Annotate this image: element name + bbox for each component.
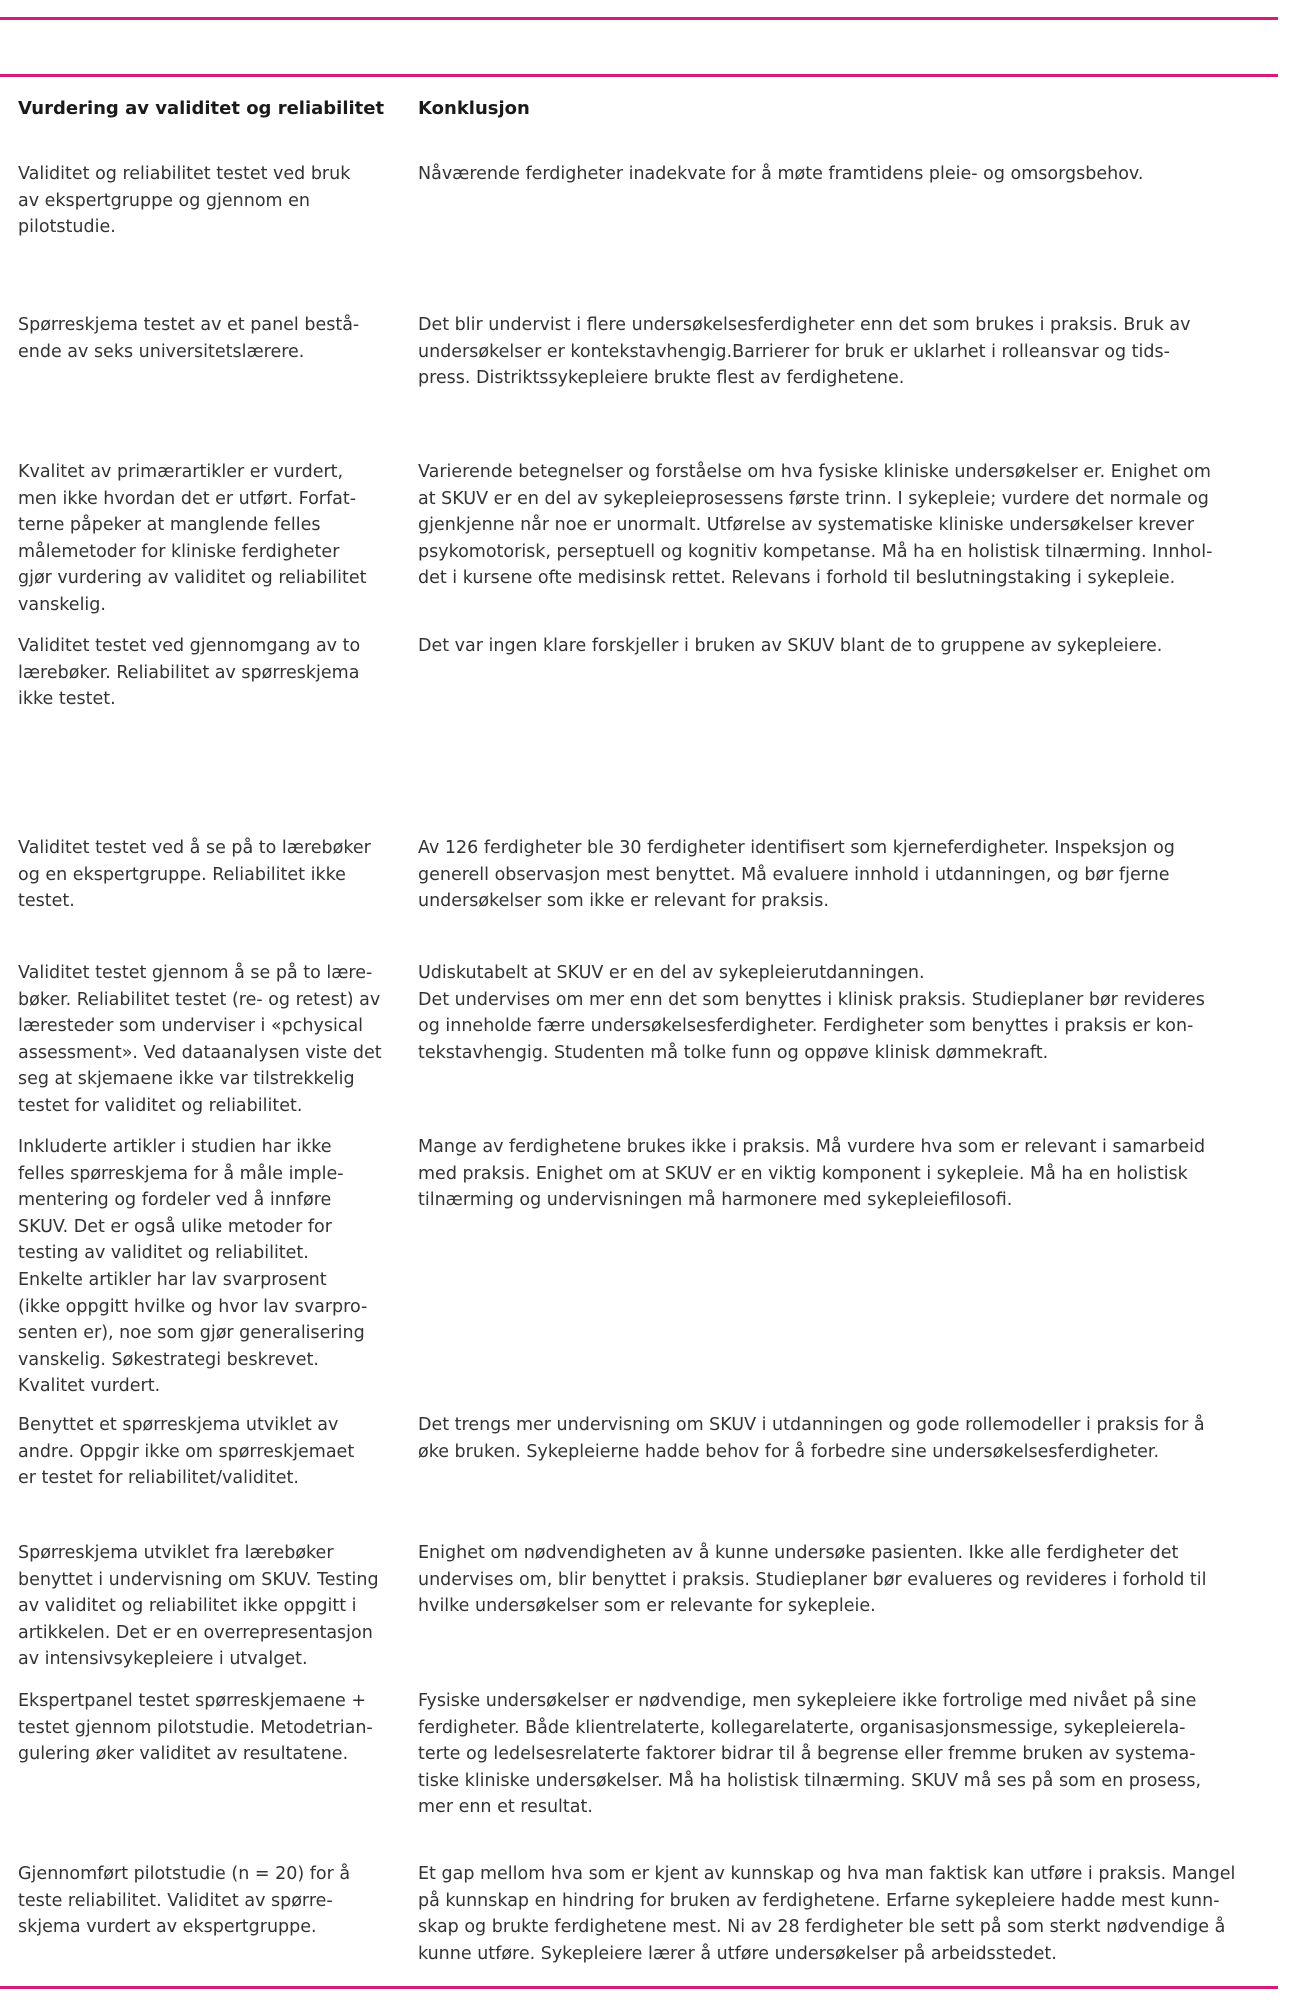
header-rule bbox=[0, 74, 1278, 77]
table-cell-validity: Spørreskjema utviklet fra lærebøker benyttet i undervisning om SKUV. Testing av validitet og reliabilitet ikke oppgitt i artikkelen. Det er en overrepresentasjon av intensivsykepleiere i utvalget. bbox=[18, 1543, 379, 1670]
table-cell-conclusion: Enighet om nødvendigheten av å kunne undersøke pasienten. Ikke alle ferdigheter det undervises om, blir benyttet i praksis. Studieplaner bør evalueres og revideres i forhold til hvilke undersøkelser som er relevante for sykepleie. bbox=[418, 1543, 1207, 1617]
table-cell-conclusion: Det trengs mer undervisning om SKUV i utdanningen og gode rollemodeller i praksis for å øke bruken. Sykepleierne hadde behov for å forbedre sine undersøkelsesferdigheter. bbox=[418, 1415, 1205, 1462]
table-cell-validity: Validitet testet gjennom å se på to lære- bøker. Reliabilitet testet (re- og retest) av læresteder som underviser i «pchysical assessment». Ved dataanalysen viste det seg at skjemaene ikke var tilstrekkelig testet for validitet og reliabilitet. bbox=[18, 963, 382, 1116]
column-header-validity: Vurdering av validitet og reliabilitet bbox=[18, 98, 385, 119]
table-cell-validity: Inkluderte artikler i studien har ikke felles spørreskjema for å måle imple- mentering og fordeler ved å innføre SKUV. Det er også ulike metoder for testing av validitet og reliabilitet. Enkelte artikler har lav svarprosent (ikke oppgitt hvilke og hvor lav svarpro- senten er), noe som gjør generalisering vanskelig. Søkestrategi beskrevet. Kvalitet vurdert. bbox=[18, 1137, 368, 1397]
table-cell-conclusion: Mange av ferdighetene brukes ikke i praksis. Må vurdere hva som er relevant i samarbeid med praksis. Enighet om at SKUV er en viktig komponent i sykepleie. Må ha en holistisk tilnærming og undervisningen må harmonere med sykepleiefilosofi. bbox=[418, 1137, 1206, 1211]
top-rule bbox=[0, 17, 1278, 20]
table-cell-validity: Gjennomført pilotstudie (n = 20) for å teste reliabilitet. Validitet av spørre- skjema vurdert av ekspertgruppe. bbox=[18, 1864, 351, 1938]
table-cell-validity: Validitet testet ved gjennomgang av to lærebøker. Reliabilitet av spørreskjema ikke testet. bbox=[18, 636, 361, 710]
table-cell-conclusion: Det blir undervist i flere undersøkelsesferdigheter enn det som brukes i praksis. Bruk av undersøkelser er kontekstavhengig.Barrierer for bruk er uklarhet i rolleansvar og tids- press. Distriktssykepleiere brukte flest av ferdighetene. bbox=[418, 315, 1191, 389]
table-cell-validity: Validitet og reliabilitet testet ved bruk av ekspertgruppe og gjennom en pilotstudie. bbox=[18, 164, 351, 238]
column-header-conclusion: Konklusjon bbox=[418, 98, 530, 119]
table-cell-conclusion: Fysiske undersøkelser er nødvendige, men sykepleiere ikke fortrolige med nivået på sine ferdigheter. Både klientrelaterte, kollegarelaterte, organisasjonsmessige, sykepleierela- terte og ledelsesrelaterte faktorer bidrar til å begrense eller fremme bruken av systema- tiske kliniske undersøkelser. Må ha holistisk tilnærming. SKUV må ses på som en prosess, mer enn et resultat. bbox=[418, 1691, 1202, 1818]
table-cell-conclusion: Varierende betegnelser og forståelse om hva fysiske kliniske undersøkelser er. Enighet om at SKUV er en del av sykepleieprosessens første trinn. I sykepleie; vurdere det normale og gjenkjenne når noe er unormalt. Utførelse av systematiske kliniske undersøkelser krever psykomotorisk, perseptuell og kognitiv kompetanse. Må ha en holistisk tilnærming. Innhol- det i kursene ofte medisinsk rettet. Relevans i forhold til beslutningstaking i sykepleie. bbox=[418, 462, 1213, 589]
table-cell-conclusion: Nåværende ferdigheter inadekvate for å møte framtidens pleie- og omsorgsbehov. bbox=[418, 164, 1144, 184]
table-cell-conclusion: Det var ingen klare forskjeller i bruken av SKUV blant de to gruppene av sykepleiere. bbox=[418, 636, 1163, 656]
table-cell-conclusion: Udiskutabelt at SKUV er en del av sykepleierutdanningen. Det undervises om mer enn det som benyttes i klinisk praksis. Studieplaner bør revideres og inneholde færre undersøkelsesferdigheter. Ferdigheter som benyttes i praksis er kon- tekstavhengig. Studenten må tolke funn og oppøve klinisk dømmekraft. bbox=[418, 963, 1205, 1063]
table-cell-validity: Ekspertpanel testet spørreskjemaene + testet gjennom pilotstudie. Metodetrian- gulering øker validitet av resultatene. bbox=[18, 1691, 373, 1765]
table-cell-validity: Validitet testet ved å se på to lærebøker og en ekspertgruppe. Reliabilitet ikke testet. bbox=[18, 838, 371, 912]
table-cell-validity: Kvalitet av primærartikler er vurdert, men ikke hvordan det er utført. Forfat- terne påpeker at manglende felles målemetoder for kliniske ferdigheter gjør vurdering av validitet og reliabilitet vanskelig. bbox=[18, 462, 367, 615]
table-cell-validity: Benyttet et spørreskjema utviklet av andre. Oppgir ikke om spørreskjemaet er testet for reliabilitet/validitet. bbox=[18, 1415, 355, 1489]
table-cell-conclusion: Et gap mellom hva som er kjent av kunnskap og hva man faktisk kan utføre i praksis. Mangel på kunnskap en hindring for bruken av ferdighetene. Erfarne sykepleiere hadde mest kunn- skap og brukte ferdighetene mest. Ni av 28 ferdigheter ble sett på som sterkt nødvendige å kunne utføre. Sykepleiere lærer å utføre undersøkelser på arbeidsstedet. bbox=[418, 1864, 1236, 1964]
bottom-rule bbox=[0, 1986, 1278, 1989]
table-cell-conclusion: Av 126 ferdigheter ble 30 ferdigheter identifisert som kjerneferdigheter. Inspeksjon og generell observasjon mest benyttet. Må evaluere innhold i utdanningen, og bør fjerne undersøkelser som ikke er relevant for praksis. bbox=[418, 838, 1175, 912]
table-cell-validity: Spørreskjema testet av et panel bestå- ende av seks universitetslærere. bbox=[18, 315, 360, 362]
